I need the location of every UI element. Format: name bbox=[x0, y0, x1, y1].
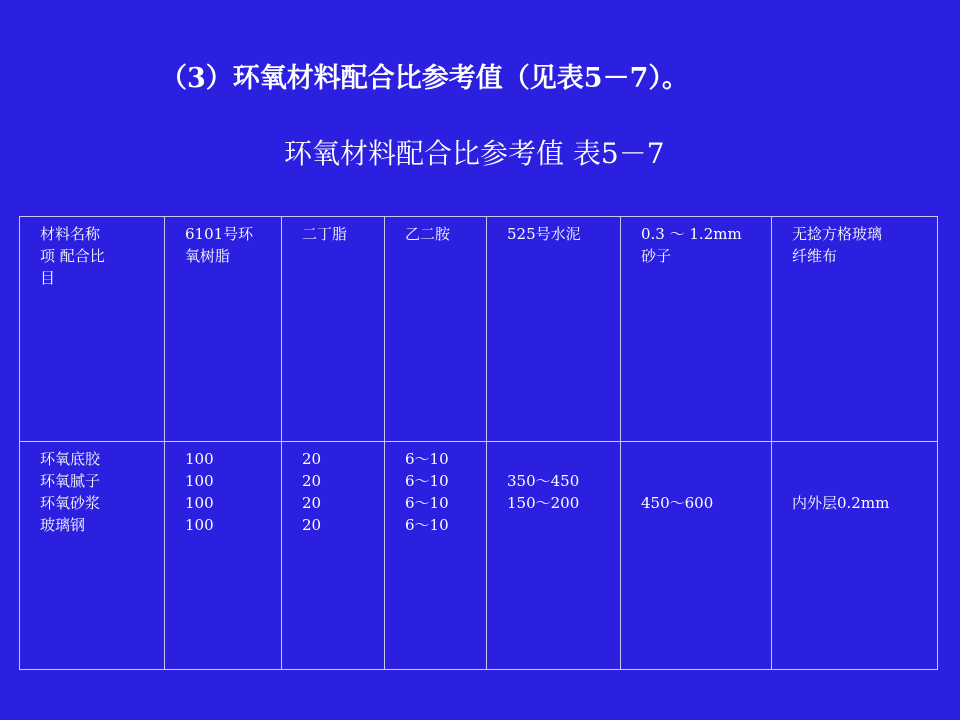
header-cell-dibutyl bbox=[282, 217, 385, 442]
cell-lines bbox=[185, 448, 277, 536]
header-cell-lines bbox=[641, 223, 767, 267]
cell-lines bbox=[792, 448, 933, 514]
cell-line: 525号水泥 bbox=[507, 225, 581, 243]
header-cell-lines bbox=[40, 223, 160, 289]
cell-line: 内外层0.2mm bbox=[792, 494, 890, 512]
cell-line: 乙二胺 bbox=[405, 225, 451, 243]
cell-line: 氧树脂 bbox=[185, 247, 231, 265]
cell-line: 6～10 bbox=[405, 472, 449, 490]
header-cell-lines bbox=[185, 223, 277, 267]
cell-line: 6101号环 bbox=[185, 225, 254, 243]
cell-line bbox=[792, 470, 933, 492]
cell-lines bbox=[405, 448, 482, 536]
cell-line: 450～600 bbox=[641, 494, 714, 512]
cell-line: 100 bbox=[185, 450, 214, 468]
cell-line: 材料名称 bbox=[40, 225, 101, 243]
header-cell-resin bbox=[165, 217, 282, 442]
header-cell-lines bbox=[302, 223, 380, 245]
cell-line: 100 bbox=[185, 472, 214, 490]
cell-line: 0.3 ～ 1.2mm bbox=[641, 225, 742, 243]
cell-line: 100 bbox=[185, 494, 214, 512]
header-cell-ethylenediamine bbox=[385, 217, 487, 442]
cell-lines bbox=[507, 448, 616, 514]
cell-sand-values bbox=[621, 442, 772, 670]
cell-glass-fiber-values bbox=[772, 442, 938, 670]
cell-line: 目 bbox=[40, 269, 56, 287]
header-cell-material bbox=[20, 217, 165, 442]
table-row bbox=[20, 442, 938, 670]
header-cell-lines bbox=[792, 223, 933, 267]
cell-line: 20 bbox=[302, 450, 322, 468]
table-caption: 环氧材料配合比参考值 表5－7 bbox=[284, 137, 665, 170]
header-cell-sand bbox=[621, 217, 772, 442]
header-cell-lines bbox=[507, 223, 616, 245]
cell-line bbox=[507, 448, 616, 470]
mix-ratio-table bbox=[19, 216, 938, 670]
cell-line: 20 bbox=[302, 494, 322, 512]
header-cell-glass-fiber bbox=[772, 217, 938, 442]
cell-line bbox=[641, 470, 767, 492]
cell-line: 纤维布 bbox=[792, 247, 838, 265]
cell-line: 20 bbox=[302, 516, 322, 534]
header-cell-cement bbox=[487, 217, 621, 442]
cell-line: 无捻方格玻璃 bbox=[792, 225, 883, 243]
cell-line: 20 bbox=[302, 472, 322, 490]
slide-heading: （3）环氧材料配合比参考值（见表5－7）。 bbox=[160, 63, 689, 94]
cell-line: 环氧腻子 bbox=[40, 472, 101, 490]
cell-line: 6～10 bbox=[405, 494, 449, 512]
cell-line: 砂子 bbox=[641, 247, 672, 265]
cell-lines bbox=[40, 448, 160, 536]
cell-line: 环氧砂浆 bbox=[40, 494, 101, 512]
cell-line: 350～450 bbox=[507, 472, 580, 490]
cell-line: 150～200 bbox=[507, 494, 580, 512]
cell-resin-values bbox=[165, 442, 282, 670]
cell-line: 6～10 bbox=[405, 516, 449, 534]
cell-line: 100 bbox=[185, 516, 214, 534]
cell-line: 项 配合比 bbox=[40, 247, 105, 265]
cell-line: 环氧底胶 bbox=[40, 450, 101, 468]
table-header-row bbox=[20, 217, 938, 442]
cell-dibutyl-values bbox=[282, 442, 385, 670]
header-cell-lines bbox=[405, 223, 482, 245]
cell-material-names bbox=[20, 442, 165, 670]
cell-lines bbox=[641, 448, 767, 514]
cell-line: 6～10 bbox=[405, 450, 449, 468]
cell-line: 二丁脂 bbox=[302, 225, 348, 243]
cell-line: 玻璃钢 bbox=[40, 516, 86, 534]
cell-lines bbox=[302, 448, 380, 536]
cell-line bbox=[641, 448, 767, 470]
cell-cement-values bbox=[487, 442, 621, 670]
cell-line bbox=[792, 448, 933, 470]
cell-ethylenediamine-values bbox=[385, 442, 487, 670]
